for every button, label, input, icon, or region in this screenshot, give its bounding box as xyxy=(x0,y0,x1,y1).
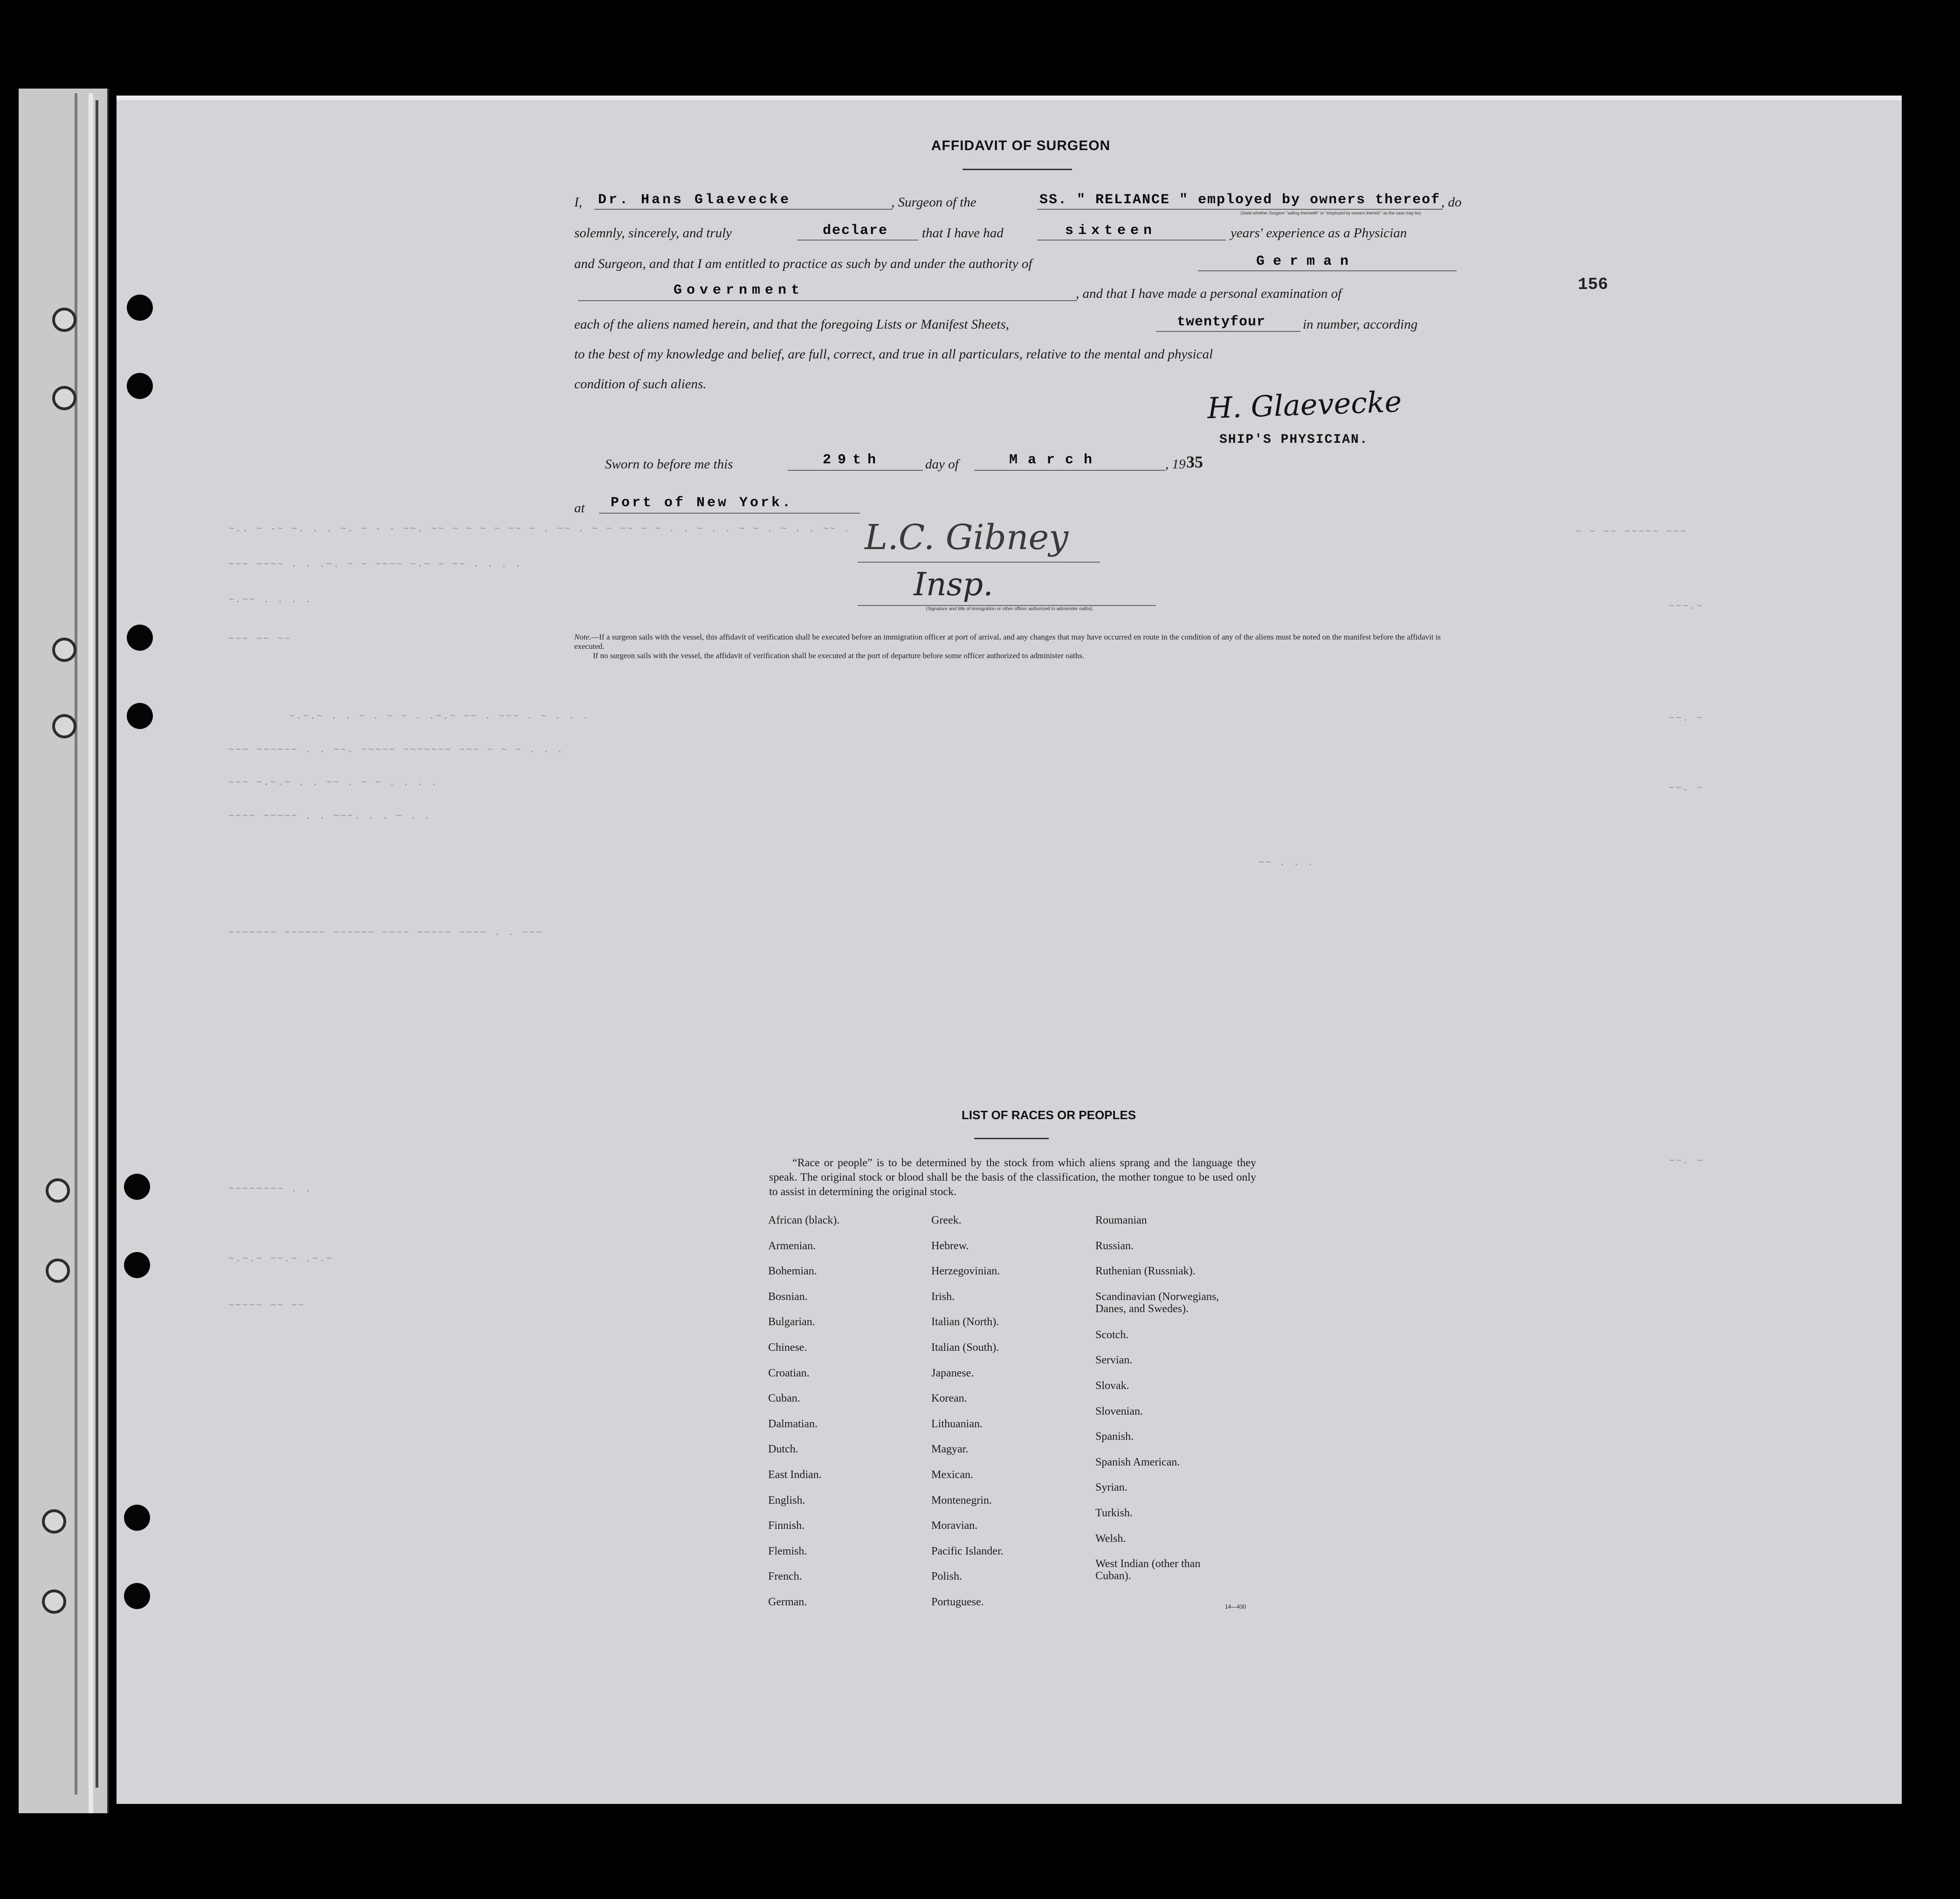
punch-hole xyxy=(127,373,153,399)
race-item: Bohemian. xyxy=(768,1265,817,1278)
fill-underline xyxy=(974,470,1165,471)
line4-suffix: , and that I have made a personal examination of xyxy=(1076,286,1342,301)
race-item: Lithuanian. xyxy=(931,1417,983,1430)
note-text-1: —If a surgeon sails with the vessel, this affidavit of verification shall be executed before an immigration officer at port of arrival, and any changes that may have occurred en route in the condition of any of the aliens must be noted on the manifest before the affidavit is executed. xyxy=(574,633,1441,651)
note-text-2: If no surgeon sails with the vessel, the affidavit of verification shall be executed at the port of departure before some officer authorized to administer oaths. xyxy=(593,651,1085,660)
race-item: Greek. xyxy=(931,1214,962,1226)
form-number: 14—430 xyxy=(1225,1603,1246,1610)
binder-edge xyxy=(96,100,98,1788)
line2-prefix: solemnly, sincerely, and truly xyxy=(574,226,732,241)
race-item: Chinese. xyxy=(768,1341,807,1354)
race-item: Moravian. xyxy=(931,1520,978,1532)
race-item: Pacific Islander. xyxy=(931,1545,1004,1557)
races-intro: “Race or people” is to be determined by the stock from which aliens sprang and the language they speak. The original stock or blood shall be the basis of the classification, the mother tongue to be used only to assist in determining the original stock. xyxy=(769,1157,1256,1198)
fill-underline xyxy=(1037,240,1226,241)
line1-prefix: I, xyxy=(574,195,582,210)
race-item: Roumanian xyxy=(1095,1214,1147,1226)
bleed-through-text: ~~~ ~~~~~~ . . ~~. ~~~~~ ~~~~~~~ ~~~ ~ ~ ~ . . . xyxy=(228,745,564,756)
race-item: Russian. xyxy=(1095,1239,1134,1252)
note-paragraph xyxy=(574,633,1460,661)
race-item: English. xyxy=(768,1494,805,1507)
race-item: Hebrew. xyxy=(931,1239,969,1252)
fill-underline xyxy=(1156,331,1300,332)
race-item: Portuguese. xyxy=(931,1596,984,1608)
race-item: Montenegrin. xyxy=(931,1494,992,1507)
race-item: Japanese. xyxy=(931,1367,974,1379)
fill-underline xyxy=(858,605,1156,606)
race-item: Cuban. xyxy=(768,1392,800,1405)
races-column-2 xyxy=(931,1214,1004,1622)
officer-signature: L.C. Gibney xyxy=(865,517,1069,557)
officer-title-signature: Insp. xyxy=(914,566,993,603)
bleed-through-text: ~~. ~ xyxy=(1669,1156,1704,1167)
fill-underline xyxy=(858,562,1100,563)
ring-hole xyxy=(46,1259,70,1283)
fill-underline xyxy=(1198,270,1457,271)
fill-underline xyxy=(594,209,893,210)
race-item: Italian (South). xyxy=(931,1341,999,1354)
ring-hole xyxy=(52,714,76,738)
sheet-count: twentyfour xyxy=(1177,314,1266,330)
race-item: East Indian. xyxy=(768,1468,822,1481)
race-item: Syrian. xyxy=(1095,1481,1128,1494)
race-item: French. xyxy=(768,1570,802,1583)
race-item: Korean. xyxy=(931,1392,967,1405)
race-item: Spanish. xyxy=(1095,1431,1134,1443)
bleed-through-text: ~~. ~ xyxy=(1669,713,1704,724)
race-item: Flemish. xyxy=(768,1545,807,1557)
race-item: Bosnian. xyxy=(768,1290,808,1303)
declaration-verb: declare xyxy=(823,223,888,239)
race-item: Ruthenian (Russniak). xyxy=(1095,1265,1196,1278)
fill-underline xyxy=(599,513,860,514)
vessel-name: SS. " RELIANCE " employed by owners thereof xyxy=(1039,192,1441,208)
punch-hole xyxy=(127,625,153,651)
sworn-prefix: Sworn to before me this xyxy=(605,457,733,472)
line6: to the best of my knowledge and belief, are full, correct, and true in all particulars, relative to the mental and physical xyxy=(574,347,1213,362)
line2-suffix: years' experience as a Physician xyxy=(1231,226,1407,241)
bleed-through-text: ~~ . . . xyxy=(1259,858,1315,868)
race-item: German. xyxy=(768,1596,807,1608)
line3-prefix: and Surgeon, and that I am entitled to practice as such by and under the authority of xyxy=(574,256,1032,271)
line5-prefix: each of the aliens named herein, and that the foregoing Lists or Manifest Sheets, xyxy=(574,317,1009,332)
race-item: West Indian (other than Cuban). xyxy=(1095,1558,1201,1582)
fill-underline xyxy=(788,470,923,471)
sworn-day: 29th xyxy=(823,452,883,468)
line7: condition of such aliens. xyxy=(574,377,707,392)
swearing-place: Port of New York. xyxy=(611,495,793,511)
bleed-through-text: ~~~~~~~ ~~~~~~ ~~~~~~ ~~~~ ~~~~~ ~~~~ . . ~~~ xyxy=(228,928,543,938)
race-item: Bulgarian. xyxy=(768,1316,815,1328)
races-column-3 xyxy=(1095,1214,1219,1596)
bleed-through-text: ~.~.~ ~~.~ .~.~ xyxy=(228,1254,334,1265)
bleed-through-text: ~~. ~ xyxy=(1669,783,1704,794)
line5-suffix: in number, according xyxy=(1303,317,1418,332)
bleed-through-text: ~~~.~ xyxy=(1669,601,1704,612)
race-item: Finnish. xyxy=(768,1520,805,1532)
race-item: Scotch. xyxy=(1095,1328,1129,1341)
bleed-through-text: ~~~ ~~~~ . . .~. ~ ~ ~~~~ ~.~ ~ ~~ . . . . xyxy=(228,559,523,570)
bleed-through-text: ~.~.~ . . ~ . ~ ~ . .~.~ ~~ . ~~~ . ~ . . . xyxy=(289,711,590,722)
race-item: Mexican. xyxy=(931,1468,973,1481)
race-item: Irish. xyxy=(931,1290,955,1303)
note-label: Note. xyxy=(574,633,591,641)
race-item: Herzegovinian. xyxy=(931,1265,1000,1278)
years-experience: sixteen xyxy=(1065,223,1157,239)
race-item: Slovenian. xyxy=(1095,1405,1143,1417)
race-item: Croatian. xyxy=(768,1367,810,1379)
race-item: Servian. xyxy=(1095,1354,1133,1367)
bleed-through-text: ~~~~~~~~ . . xyxy=(228,1184,313,1195)
race-item: Italian (North). xyxy=(931,1316,999,1328)
punch-hole xyxy=(124,1252,150,1278)
race-item: Dalmatian. xyxy=(768,1417,818,1430)
line1-mid: , Surgeon of the xyxy=(891,195,977,210)
bleed-through-text: ~~~~ ~~~~~ . . ~~~. . . ~ . . xyxy=(228,811,432,822)
authority-line1: German xyxy=(1256,254,1357,269)
race-item: African (black). xyxy=(768,1214,840,1226)
race-item: Spanish American. xyxy=(1095,1456,1180,1468)
race-item: Slovak. xyxy=(1095,1379,1129,1392)
ring-hole xyxy=(52,308,76,332)
race-item: Dutch. xyxy=(768,1443,798,1456)
punch-hole xyxy=(127,295,153,321)
ring-hole xyxy=(42,1589,66,1614)
punch-hole xyxy=(124,1505,150,1531)
line1-suffix: , do xyxy=(1441,195,1462,210)
bleed-through-text: ~~~~~ ~~ ~~ xyxy=(228,1300,306,1311)
fill-underline xyxy=(797,240,918,241)
title-underline xyxy=(963,169,1072,170)
sworn-year-prefix: , 19 xyxy=(1165,457,1186,472)
race-item: Welsh. xyxy=(1095,1532,1126,1545)
ring-hole xyxy=(52,386,76,410)
race-item: Polish. xyxy=(931,1570,963,1583)
line2-mid: that I have had xyxy=(922,226,1004,241)
bleed-through-text: ~~~ ~.~.~ . . ~~ . ~ ~ . . . . xyxy=(228,777,439,788)
vessel-caption: (State whether Surgeon "sailing therewith" or "employed by owners thereof," as the case may be) xyxy=(1240,211,1421,215)
physician-signature: H. Glaevecke xyxy=(1206,384,1403,426)
sworn-year-suffix: 35 xyxy=(1186,453,1203,471)
binder-edge xyxy=(75,93,77,1795)
fill-underline xyxy=(578,300,1077,301)
officer-caption: (Signature and title of immigration or other officer authorized to administer oaths) xyxy=(926,606,1093,612)
bleed-through-text: ~.. ~ -~ ~. . . ~. ~ - - ~~. ~~ ~ ~ ~ ~ ~~ ~ . ~~ . ~ ~ ~~ ~ ~ . . ~ . . ~ ~ . ~ . . ~~ . xyxy=(228,524,851,535)
ring-hole xyxy=(52,638,76,662)
race-item: Armenian. xyxy=(768,1239,816,1252)
at-prefix: at xyxy=(574,501,585,516)
races-column-1 xyxy=(768,1214,839,1622)
races-title-underline xyxy=(974,1138,1049,1139)
sworn-month: March xyxy=(1009,452,1103,468)
physician-title: SHIP'S PHYSICIAN. xyxy=(1219,433,1369,447)
ring-hole xyxy=(42,1509,66,1534)
punch-hole xyxy=(124,1583,150,1609)
punch-hole xyxy=(124,1174,150,1200)
ring-hole xyxy=(46,1178,70,1203)
races-title: LIST OF RACES OR PEOPLES xyxy=(961,1108,1136,1122)
race-item: Turkish. xyxy=(1095,1507,1133,1519)
race-item: Magyar. xyxy=(931,1443,969,1456)
surgeon-name: Dr. Hans Glaevecke xyxy=(598,192,791,208)
fill-underline xyxy=(1037,209,1443,210)
bleed-through-text: ~ ~ ~~ ~~~~~ ~~~ xyxy=(1575,527,1688,537)
bleed-through-text: ~.~~ . . . . xyxy=(228,595,313,605)
document-title: AFFIDAVIT OF SURGEON xyxy=(931,138,1111,153)
page-number: 156 xyxy=(1578,275,1608,294)
race-item: Scandinavian (Norwegians, Danes, and Swedes). xyxy=(1095,1290,1219,1315)
authority-line2: Government xyxy=(674,282,805,298)
page-edge xyxy=(117,96,1902,100)
sworn-mid: day of xyxy=(925,457,959,472)
punch-hole xyxy=(127,703,153,729)
bleed-through-text: ~~~ ~~ ~~ xyxy=(228,634,292,645)
binder-edge xyxy=(89,93,93,1813)
